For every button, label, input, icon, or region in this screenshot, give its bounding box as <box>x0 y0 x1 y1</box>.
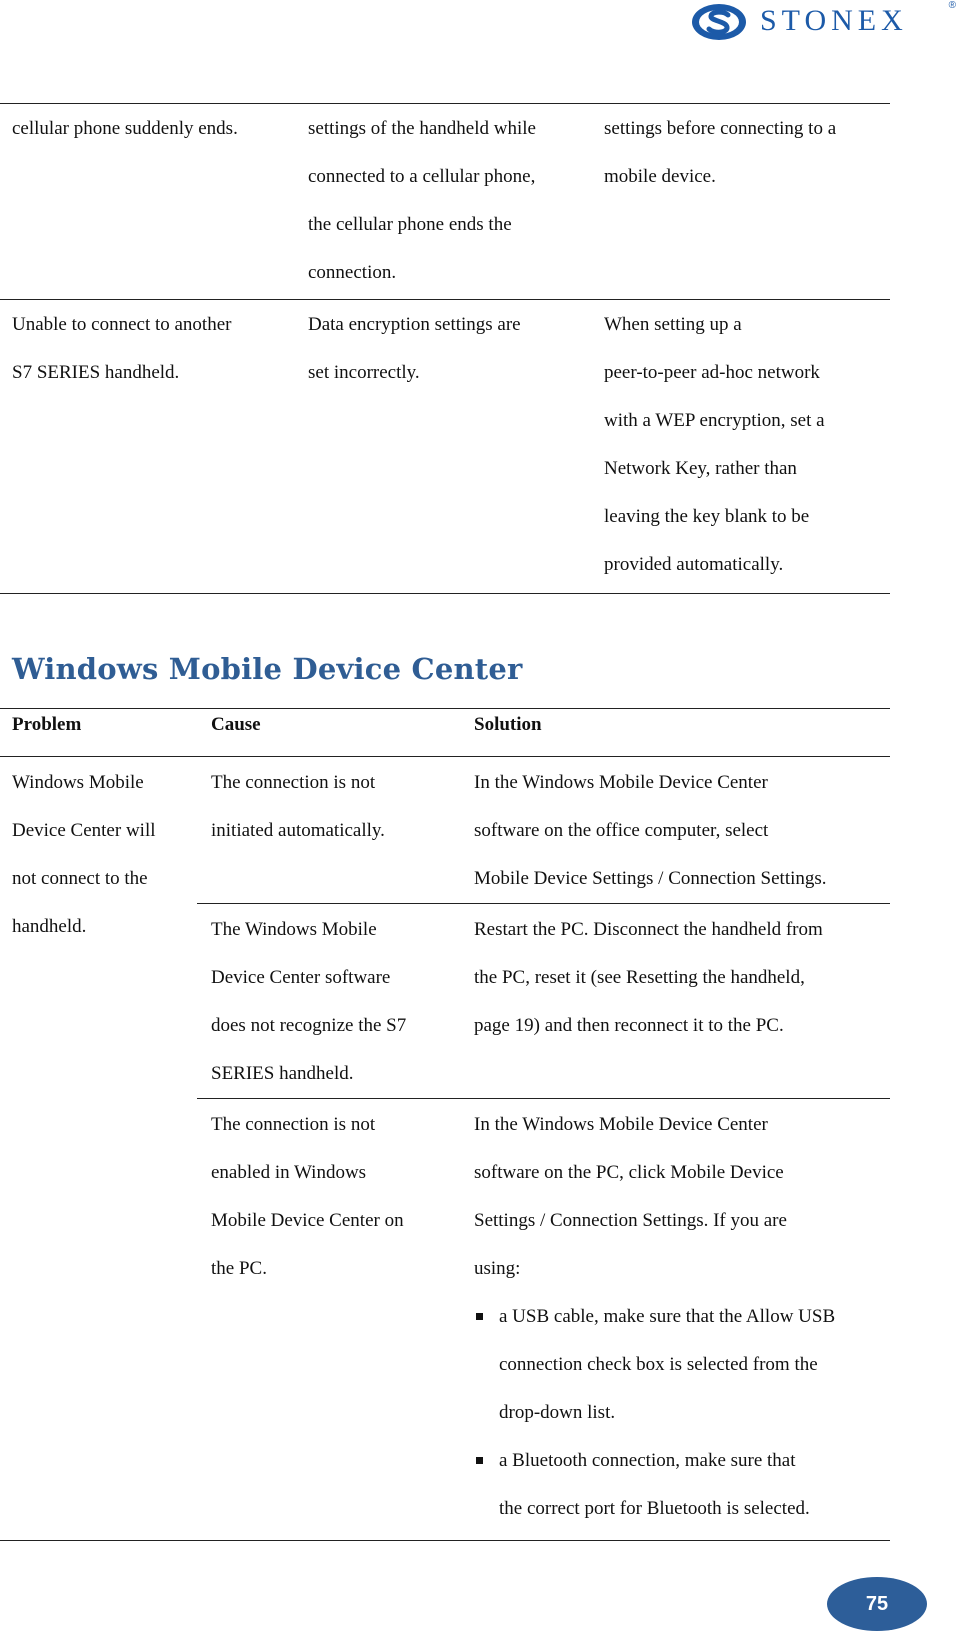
table-rule <box>0 593 890 594</box>
table-rule <box>0 708 890 709</box>
brand-name: STONEX <box>760 4 908 37</box>
table-cell-problem: cellular phone suddenly ends. <box>12 118 238 139</box>
table-cell-problem: Windows Mobile Device Center will not connect to the handheld. <box>12 772 156 937</box>
table-rule <box>0 1540 890 1541</box>
page-number: 75 <box>865 1592 889 1615</box>
stonex-logo <box>690 0 956 42</box>
table-cell-solution: In the Windows Mobile Device Center software on the PC, click Mobile Device Settings / Connection Settings. If you are using: a USB cable, make sure that the Allow USB connection check box is selected from the drop-down list. a Bluetooth connection, make sure that the correct port for Bluetooth is selected. <box>474 1101 894 1533</box>
bullet-list <box>474 1293 894 1533</box>
table-rule <box>197 903 890 904</box>
page-number-badge <box>827 1577 927 1631</box>
stonex-logo-mark <box>690 2 750 42</box>
table-cell-cause: The connection is not enabled in Windows Mobile Device Center on the PC. <box>211 1114 404 1279</box>
list-item: a USB cable, make sure that the Allow USB connection check box is selected from the drop-down list. <box>474 1293 894 1437</box>
column-header-cause: Cause <box>211 714 261 735</box>
section-title: Windows Mobile Device Center <box>12 652 523 686</box>
table-rule <box>0 756 890 757</box>
table-cell-solution: settings before connecting to a mobile device. <box>604 118 837 187</box>
table-cell-cause: The Windows Mobile Device Center software does not recognize the S7 SERIES handheld. <box>211 919 407 1084</box>
table-rule <box>0 103 890 104</box>
table-cell-problem: Unable to connect to another S7 SERIES handheld. <box>12 314 232 383</box>
table-cell-cause: settings of the handheld while connected to a cellular phone, the cellular phone ends the connection. <box>308 118 536 283</box>
column-header-problem: Problem <box>12 714 82 735</box>
table-cell-solution: When setting up a peer-to-peer ad-hoc network with a WEP encryption, set a Network Key, rather than leaving the key blank to be provided automatically. <box>604 314 825 575</box>
table-rule <box>0 299 890 300</box>
registered-mark: ® <box>948 0 956 11</box>
list-item: a Bluetooth connection, make sure that the correct port for Bluetooth is selected. <box>474 1437 894 1533</box>
table-cell-cause: Data encryption settings are set incorrectly. <box>308 314 521 383</box>
table-cell-solution: Restart the PC. Disconnect the handheld from the PC, reset it (see Resetting the handheld, page 19) and then reconnect it to the PC. <box>474 919 823 1036</box>
column-header-solution: Solution <box>474 714 542 735</box>
table-cell-solution: In the Windows Mobile Device Center software on the office computer, select Mobile Device Settings / Connection Settings. <box>474 772 827 889</box>
table-rule <box>197 1098 890 1099</box>
table-cell-cause: The connection is not initiated automatically. <box>211 772 385 841</box>
